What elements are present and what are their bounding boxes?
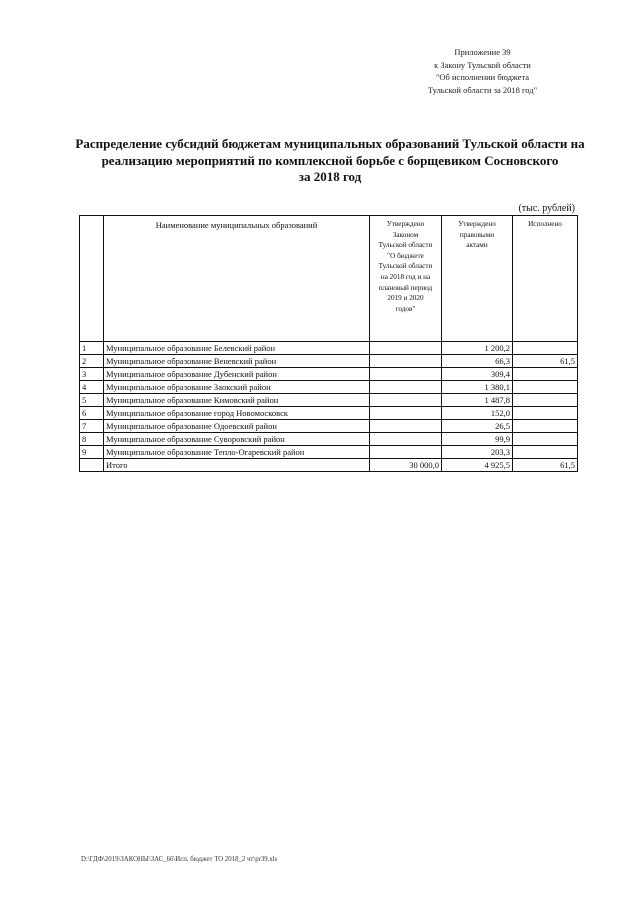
file-path-footer: D:\ГДФ\2019\ЗАКОНЫ\ЗАС_66\Исп. бюджет ТО 2018_2 чт\pr39.xls [81, 856, 278, 863]
row-name: Муниципальное образование Тепло-Огаревский район [104, 446, 370, 459]
header-name: Наименование муниципальных образований [104, 216, 370, 342]
total-num [80, 459, 104, 472]
row-executed [513, 381, 578, 394]
title-line: Распределение субсидий бюджетам муниципальных образований Тульской области на [75, 136, 585, 151]
row-acts: 1 200,2 [442, 342, 513, 355]
row-num: 5 [80, 394, 104, 407]
row-name: Муниципальное образование Белевский район [104, 342, 370, 355]
header-line: Утверждено [386, 220, 425, 228]
row-acts: 203,3 [442, 446, 513, 459]
header-line: актами [466, 241, 488, 250]
appendix-reference [395, 46, 570, 96]
row-name: Муниципальное образование Суворовский район [104, 433, 370, 446]
row-acts: 99,9 [442, 433, 513, 446]
header-line: годов" [395, 304, 416, 313]
header-line: Законом [392, 230, 419, 239]
row-executed: 61,5 [513, 355, 578, 368]
total-name: Итого [104, 459, 370, 472]
row-name: Муниципальное образование Кимовский район [104, 394, 370, 407]
header-approved-acts [442, 216, 513, 342]
header-line: Тульской области [378, 241, 433, 250]
title-line: за 2018 год [298, 169, 362, 184]
table-row [80, 420, 578, 433]
row-executed [513, 394, 578, 407]
row-num: 1 [80, 342, 104, 355]
row-law [370, 368, 442, 381]
row-acts: 1 487,8 [442, 394, 513, 407]
row-num: 6 [80, 407, 104, 420]
row-name: Муниципальное образование Дубенский район [104, 368, 370, 381]
header-line: 2019 и 2020 [387, 294, 424, 303]
row-name: Муниципальное образование Заокский район [104, 381, 370, 394]
row-num: 8 [80, 433, 104, 446]
appendix-line: Тульской области за 2018 год" [427, 84, 538, 95]
row-num: 2 [80, 355, 104, 368]
row-law [370, 407, 442, 420]
header-line: Тульской области [378, 262, 433, 271]
row-acts: 309,4 [442, 368, 513, 381]
table-row [80, 381, 578, 394]
row-law [370, 433, 442, 446]
row-num: 4 [80, 381, 104, 394]
title-line: реализацию мероприятий по комплексной борьбе с борщевиком Сосновского [101, 152, 559, 168]
document-title [70, 136, 590, 186]
row-executed [513, 420, 578, 433]
row-acts: 26,5 [442, 420, 513, 433]
table-row [80, 407, 578, 420]
table-row [80, 446, 578, 459]
row-law [370, 394, 442, 407]
header-line: "О бюджете [387, 251, 424, 260]
table-header-row [80, 216, 578, 342]
total-law: 30 000,0 [370, 459, 442, 472]
row-num: 7 [80, 420, 104, 433]
row-executed [513, 342, 578, 355]
appendix-line: к Закону Тульской области [434, 59, 531, 70]
header-line: плановый период [378, 283, 433, 292]
units-label: (тыс. рублей) [518, 203, 575, 214]
total-executed: 61,5 [513, 459, 578, 472]
table-row [80, 342, 578, 355]
table-row [80, 433, 578, 446]
row-executed [513, 407, 578, 420]
row-acts: 1 380,1 [442, 381, 513, 394]
row-law [370, 342, 442, 355]
header-approved-law [370, 216, 442, 342]
header-executed: Исполнено [513, 216, 578, 342]
subsidy-table [79, 215, 578, 472]
header-line: правовыми [459, 230, 495, 239]
total-acts: 4 925,5 [442, 459, 513, 472]
appendix-line: Приложение 39 [454, 47, 511, 57]
table-row [80, 368, 578, 381]
row-name: Муниципальное образование город Новомосковск [104, 407, 370, 420]
table-total-row [80, 459, 578, 472]
row-num: 9 [80, 446, 104, 459]
header-line: на 2018 год и на [380, 272, 431, 281]
row-executed [513, 368, 578, 381]
table-row [80, 355, 578, 368]
row-name: Муниципальное образование Веневский район [104, 355, 370, 368]
row-name: Муниципальное образование Одоевский район [104, 420, 370, 433]
header-num [80, 216, 104, 342]
table-row [80, 394, 578, 407]
header-line: Утверждено [458, 220, 496, 228]
row-num: 3 [80, 368, 104, 381]
row-law [370, 355, 442, 368]
row-acts: 152,0 [442, 407, 513, 420]
appendix-line: "Об исполнении бюджета [435, 72, 530, 82]
row-law [370, 381, 442, 394]
row-law [370, 446, 442, 459]
row-executed [513, 446, 578, 459]
row-executed [513, 433, 578, 446]
row-law [370, 420, 442, 433]
row-acts: 66,3 [442, 355, 513, 368]
